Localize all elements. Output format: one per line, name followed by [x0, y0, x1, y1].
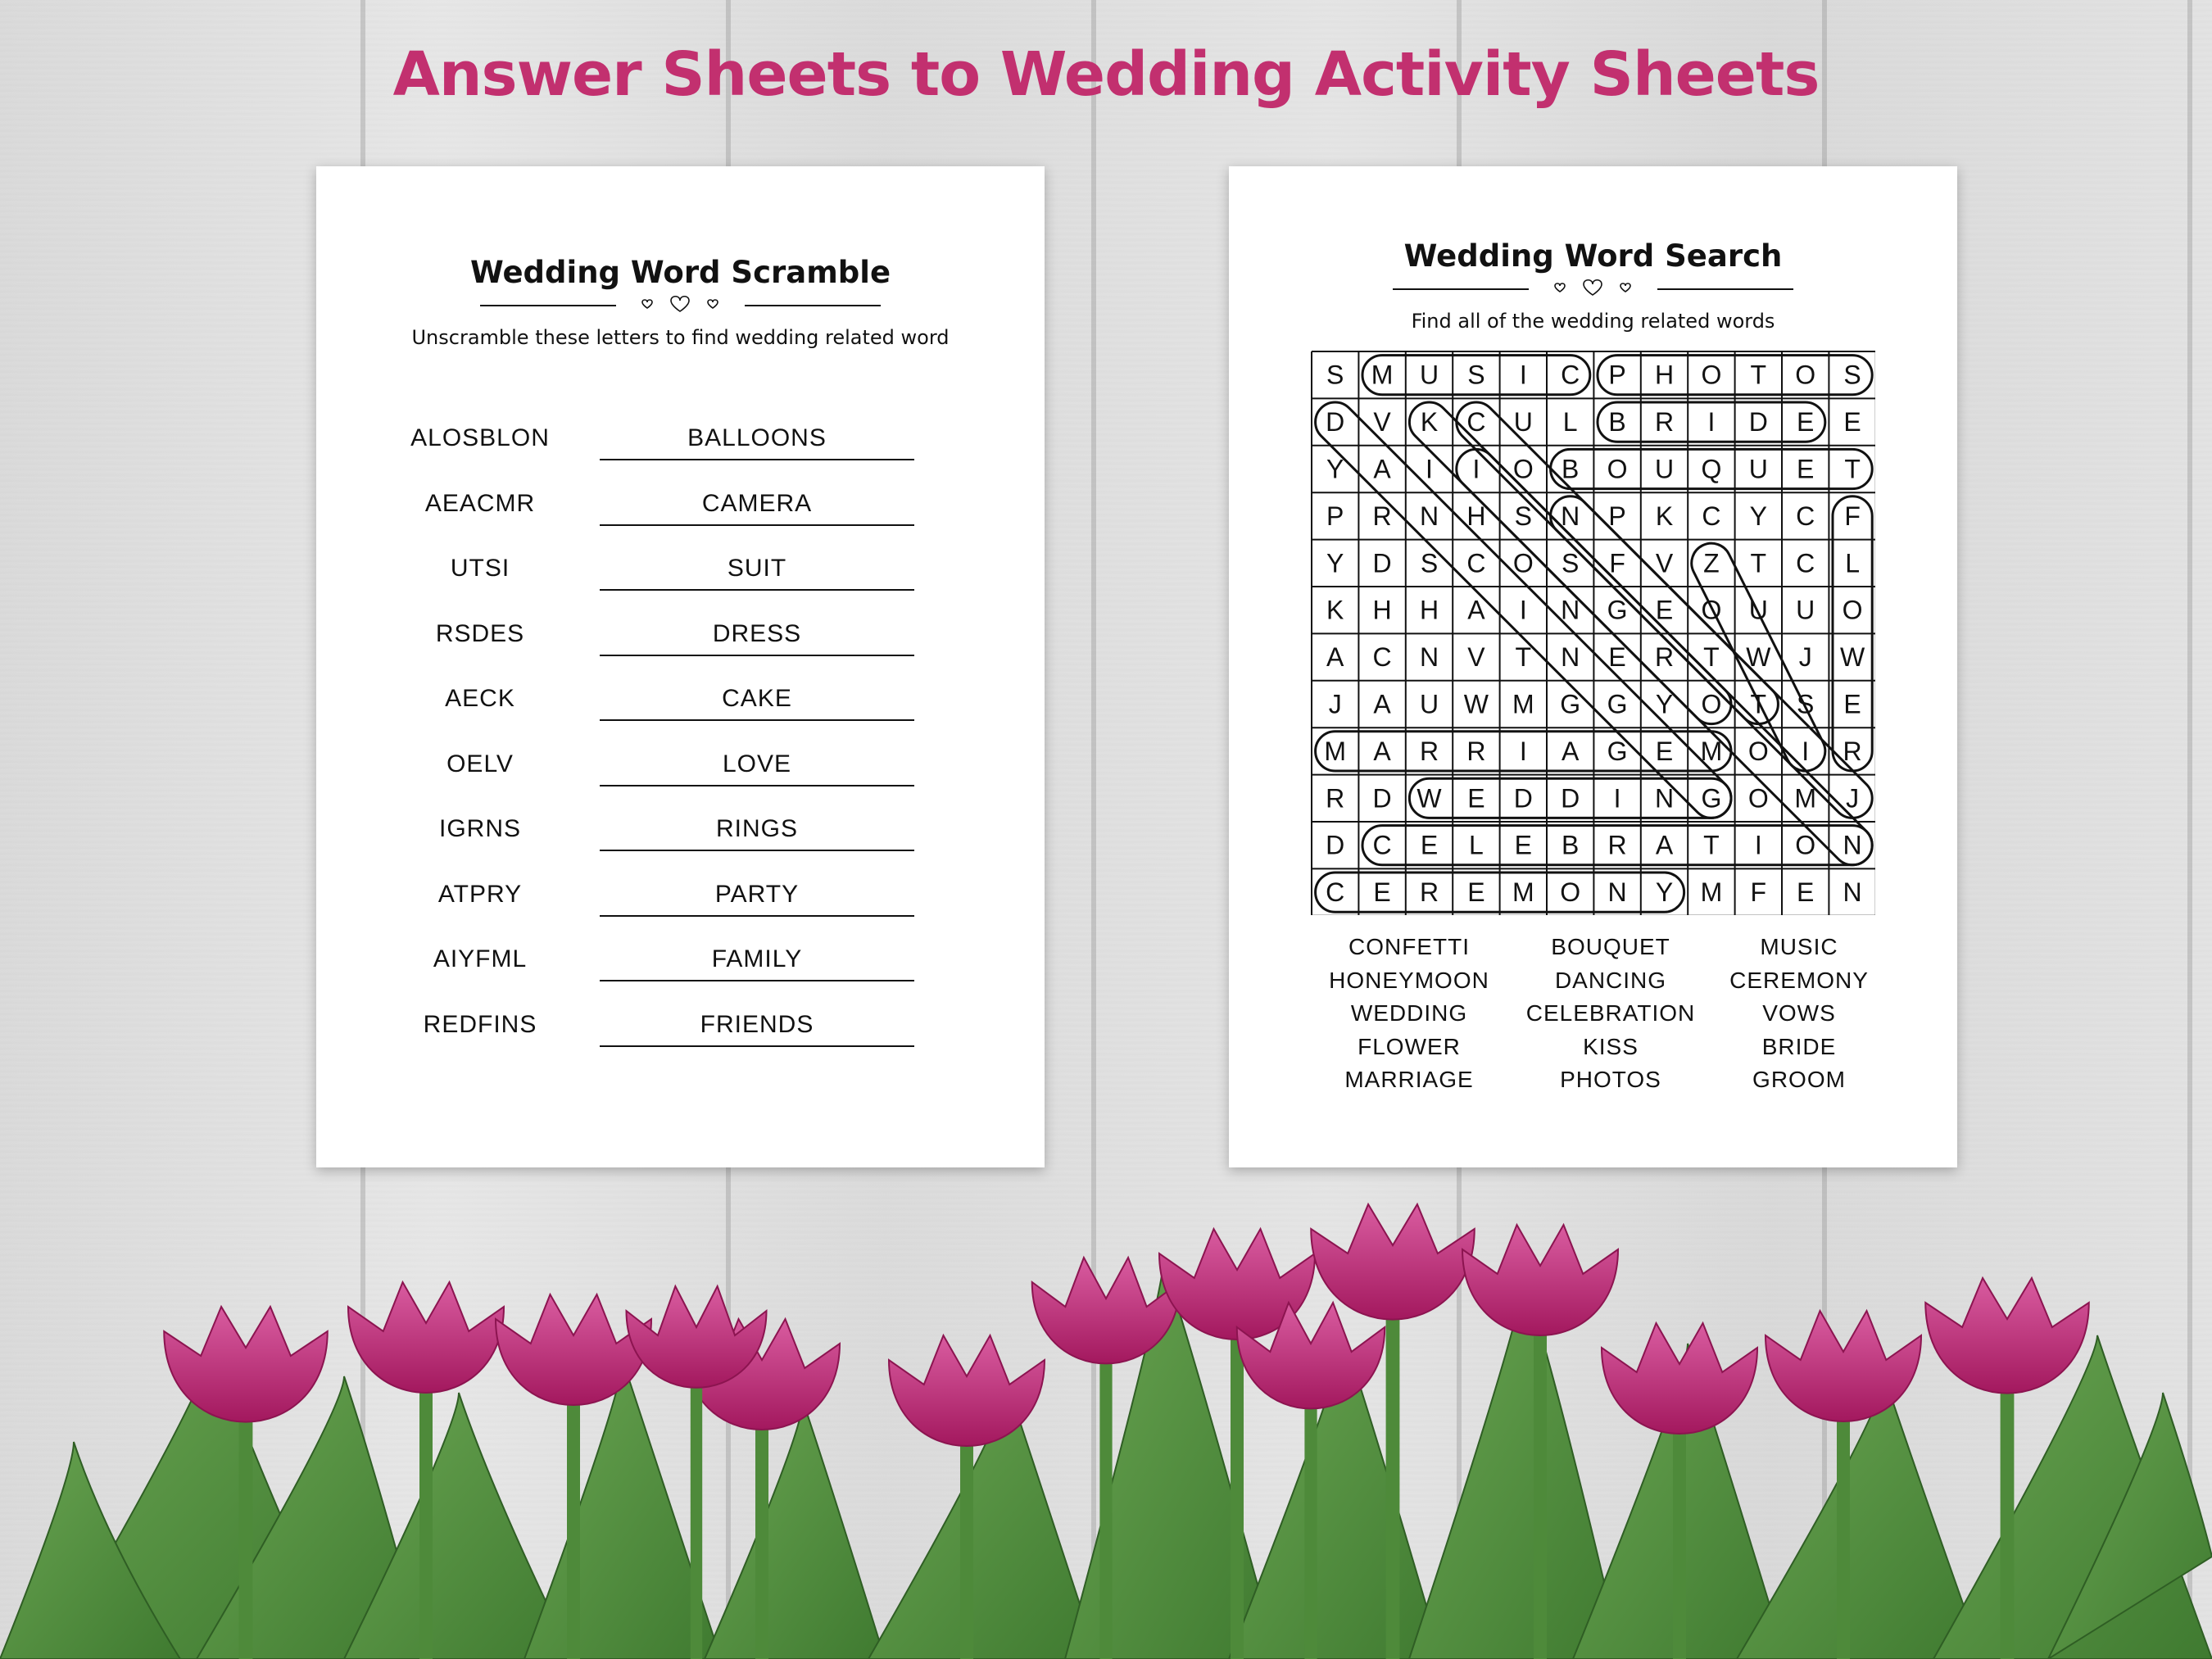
scramble-row	[316, 742, 1045, 791]
word-column	[1697, 931, 1902, 1097]
answer-word: SUIT	[727, 555, 787, 582]
grid-letter: G	[1607, 736, 1628, 766]
word-item: KISS	[1583, 1033, 1639, 1059]
tulip-stem	[2001, 1372, 2015, 1659]
grid-letter: B	[1608, 407, 1626, 437]
grid-letter: I	[1426, 454, 1433, 484]
word-item: WEDDING	[1350, 1000, 1468, 1026]
grid-letter: C	[1702, 501, 1721, 531]
answer-word: DRESS	[712, 619, 802, 647]
grid-letter: Y	[1326, 548, 1344, 578]
grid-letter: R	[1607, 830, 1627, 860]
grid-letter: N	[1607, 877, 1627, 908]
page-title: Answer Sheets to Wedding Activity Sheets	[392, 39, 1820, 110]
grid-letter: O	[1512, 454, 1534, 484]
grid-letter: F	[1609, 548, 1625, 578]
grid-letter: S	[1420, 548, 1439, 578]
scrambled-word: ALOSBLON	[410, 424, 550, 451]
grid-letter: S	[1467, 360, 1485, 390]
grid-letter: W	[1463, 689, 1489, 719]
grid-letter: D	[1748, 407, 1768, 437]
grid-letter: T	[1750, 548, 1767, 578]
grid-letter: Y	[1655, 877, 1674, 908]
tulip-stem	[567, 1385, 580, 1659]
tulip-head	[1925, 1278, 2089, 1394]
grid-letter: E	[1514, 830, 1532, 860]
tulip-stem	[239, 1401, 253, 1659]
grid-letter: T	[1703, 642, 1720, 673]
tulip-stem	[1304, 1389, 1317, 1659]
scrambled-word: IGRNS	[438, 815, 521, 842]
grid-letter: L	[1562, 407, 1578, 437]
grid-letter: S	[1514, 501, 1532, 531]
tulip-stem	[1099, 1344, 1112, 1659]
grid-letter: R	[1419, 736, 1439, 766]
grid-letter: O	[1701, 595, 1722, 625]
grid-letter: S	[1326, 360, 1344, 390]
scramble-row	[316, 677, 1045, 726]
grid-letter: R	[1419, 877, 1439, 908]
grid-letter: R	[1372, 501, 1392, 531]
grid-letter: I	[1613, 783, 1621, 814]
grid-letter: E	[1467, 877, 1485, 908]
word-item: MUSIC	[1760, 934, 1838, 959]
grid-letter: J	[1798, 642, 1812, 673]
tulip-head	[1602, 1323, 1757, 1434]
grid-letter: M	[1324, 736, 1347, 766]
grid-letter: R	[1654, 642, 1675, 673]
scramble-heart-divider	[316, 293, 1045, 318]
tulip-stem	[755, 1409, 768, 1659]
word-item: FLOWER	[1358, 1033, 1461, 1059]
scramble-row	[316, 1003, 1045, 1052]
grid-letter: S	[1797, 689, 1815, 719]
grid-letter: O	[1607, 454, 1628, 484]
answer-line	[600, 589, 914, 591]
scrambled-word: AIYFML	[433, 945, 528, 972]
answer-line	[600, 524, 914, 526]
grid-letter: T	[1703, 830, 1720, 860]
grid-letter: J	[1328, 689, 1342, 719]
tulip-head	[1462, 1225, 1618, 1335]
grid-letter: S	[1843, 360, 1861, 390]
grid-letter: D	[1326, 407, 1345, 437]
grid-letter: N	[1561, 595, 1580, 625]
grid-letter: E	[1797, 407, 1815, 437]
grid-letter: T	[1515, 642, 1532, 673]
answer-line	[600, 980, 914, 981]
scramble-title: Wedding Word Scramble	[469, 255, 891, 290]
tulip-stem	[1386, 1299, 1400, 1659]
grid-letter: E	[1655, 736, 1674, 766]
grid-letter: J	[1846, 783, 1860, 814]
grid-letter: M	[1512, 877, 1534, 908]
grid-letter: V	[1467, 642, 1485, 673]
word-item: PHOTOS	[1560, 1067, 1661, 1092]
grid-letter: O	[1560, 877, 1581, 908]
tulip-stem	[691, 1369, 702, 1659]
grid-letter: I	[1472, 454, 1480, 484]
word-search-grid	[1311, 351, 1875, 915]
grid-letter: N	[1419, 642, 1439, 673]
grid-letter: W	[1746, 642, 1771, 673]
tulip-stem	[419, 1372, 433, 1659]
answer-line	[600, 785, 914, 786]
grid-letter: K	[1420, 407, 1439, 437]
grid-letter: I	[1754, 830, 1762, 860]
grid-letter: E	[1797, 454, 1815, 484]
word-item: CEREMONY	[1729, 967, 1869, 993]
scrambled-word: REDFINS	[423, 1010, 537, 1038]
grid-letter: C	[1466, 407, 1486, 437]
grid-letter: O	[1795, 830, 1816, 860]
answer-line	[600, 850, 914, 851]
grid-letter: O	[1747, 783, 1769, 814]
tulips-decoration	[0, 1163, 2212, 1659]
grid-letter: C	[1561, 360, 1580, 390]
word-item: GROOM	[1752, 1067, 1846, 1092]
scramble-row	[316, 612, 1045, 661]
grid-letter: F	[1750, 877, 1767, 908]
word-scramble-sheet	[316, 166, 1045, 1167]
grid-letter: L	[1469, 830, 1484, 860]
grid-letter: C	[1466, 548, 1486, 578]
answer-word: CAKE	[722, 685, 792, 712]
grid-letter: M	[1794, 783, 1817, 814]
grid-letter: U	[1796, 595, 1815, 625]
grid-letter: O	[1842, 595, 1863, 625]
grid-letter: E	[1797, 877, 1815, 908]
grid-letter: A	[1373, 736, 1391, 766]
grid-letter: M	[1700, 877, 1723, 908]
scramble-subtitle: Unscramble these letters to find wedding related word	[411, 326, 950, 349]
answer-word: LOVE	[722, 750, 792, 777]
grid-letter: N	[1561, 642, 1580, 673]
grid-letter: I	[1707, 407, 1716, 437]
tulip-stem	[1534, 1315, 1547, 1659]
grid-letter: I	[1519, 736, 1527, 766]
grid-letter: A	[1655, 830, 1674, 860]
grid-letter: B	[1562, 454, 1580, 484]
grid-letter: T	[1844, 454, 1861, 484]
word-item: DANCING	[1554, 967, 1667, 993]
grid-letter: U	[1513, 407, 1533, 437]
grid-letter: E	[1608, 642, 1626, 673]
word-search-sheet	[1229, 166, 1957, 1167]
grid-letter: G	[1701, 783, 1722, 814]
grid-letter: H	[1372, 595, 1392, 625]
grid-letter: M	[1700, 736, 1723, 766]
grid-letter: A	[1562, 736, 1580, 766]
scrambled-word: AEACMR	[424, 489, 536, 517]
tulip-stem	[1837, 1401, 1850, 1659]
grid-letter: G	[1607, 689, 1628, 719]
scrambled-word: AECK	[445, 685, 515, 712]
word-item: BOUQUET	[1551, 934, 1670, 959]
grid-letter: B	[1562, 830, 1580, 860]
grid-letter: A	[1373, 689, 1391, 719]
scrambled-word: RSDES	[435, 619, 525, 647]
grid-letter: T	[1750, 689, 1767, 719]
grid-letter: M	[1512, 689, 1534, 719]
answer-word: RINGS	[715, 815, 798, 842]
word-column	[1307, 931, 1512, 1097]
grid-letter: N	[1561, 501, 1580, 531]
grid-letter: O	[1747, 736, 1769, 766]
grid-letter: M	[1371, 360, 1394, 390]
grid-letter: O	[1701, 689, 1722, 719]
grid-letter: D	[1326, 830, 1345, 860]
grid-letter: D	[1372, 783, 1392, 814]
word-item: VOWS	[1762, 1000, 1836, 1026]
grid-letter: Q	[1701, 454, 1722, 484]
grid-letter: I	[1519, 360, 1527, 390]
answer-word: CAMERA	[701, 489, 813, 517]
word-column	[1508, 931, 1713, 1097]
tulip-stem	[960, 1426, 973, 1659]
grid-letter: E	[1373, 877, 1391, 908]
tulip-leaf	[1409, 1278, 1622, 1659]
grid-letter: O	[1512, 548, 1534, 578]
grid-letter: Z	[1703, 548, 1720, 578]
tulip-head	[1766, 1311, 1921, 1421]
grid-letter: D	[1561, 783, 1580, 814]
grid-letter: G	[1560, 689, 1581, 719]
grid-letter: H	[1419, 595, 1439, 625]
grid-letter: C	[1326, 877, 1345, 908]
grid-letter: H	[1466, 501, 1486, 531]
grid-letter: R	[1466, 736, 1486, 766]
search-heart-divider	[1229, 277, 1957, 301]
grid-letter: U	[1419, 689, 1439, 719]
grid-letter: D	[1372, 548, 1392, 578]
grid-letter: P	[1608, 360, 1626, 390]
scramble-row	[316, 807, 1045, 856]
grid-letter: H	[1654, 360, 1675, 390]
grid-letter: F	[1844, 501, 1861, 531]
grid-letter: K	[1655, 501, 1674, 531]
grid-letter: T	[1750, 360, 1767, 390]
grid-letter: U	[1654, 454, 1675, 484]
answer-word: FAMILY	[711, 945, 803, 972]
grid-letter: R	[1654, 407, 1675, 437]
grid-letter: U	[1419, 360, 1439, 390]
grid-letter: E	[1467, 783, 1485, 814]
scrambled-word: OELV	[446, 750, 514, 777]
tulip-head	[1311, 1204, 1475, 1320]
tulip-stem	[1673, 1413, 1686, 1659]
grid-letter: I	[1802, 736, 1810, 766]
search-subtitle: Find all of the wedding related words	[1411, 310, 1775, 333]
scramble-row	[316, 546, 1045, 596]
grid-letter: N	[1843, 877, 1862, 908]
word-item: HONEYMOON	[1329, 967, 1489, 993]
answer-word: BALLOONS	[687, 424, 827, 451]
grid-letter: L	[1845, 548, 1860, 578]
tulip-stem	[1231, 1319, 1244, 1659]
grid-letter: D	[1513, 783, 1533, 814]
grid-letter: S	[1562, 548, 1580, 578]
grid-letter: R	[1326, 783, 1345, 814]
grid-letter: O	[1701, 360, 1722, 390]
grid-letter: W	[1416, 783, 1442, 814]
grid-letter: C	[1372, 830, 1392, 860]
grid-letter: A	[1373, 454, 1391, 484]
grid-letter: A	[1326, 642, 1344, 673]
answer-line	[600, 1045, 914, 1047]
grid-letter: N	[1419, 501, 1439, 531]
grid-letter: W	[1839, 642, 1865, 673]
grid-letter: C	[1372, 642, 1392, 673]
grid-letter: O	[1795, 360, 1816, 390]
grid-letter: E	[1843, 689, 1861, 719]
scramble-row	[316, 873, 1045, 922]
grid-letter: Y	[1655, 689, 1674, 719]
grid-letter: Y	[1326, 454, 1344, 484]
answer-line	[600, 459, 914, 460]
answer-line	[600, 655, 914, 656]
grid-letter: U	[1748, 595, 1768, 625]
answer-line	[600, 915, 914, 917]
answer-word: PARTY	[714, 880, 800, 908]
word-item: MARRIAGE	[1344, 1067, 1474, 1092]
grid-letter: I	[1519, 595, 1527, 625]
grid-letter: E	[1843, 407, 1861, 437]
grid-letter: N	[1843, 830, 1862, 860]
scramble-row	[316, 416, 1045, 465]
grid-letter: E	[1655, 595, 1674, 625]
grid-letter: C	[1796, 548, 1815, 578]
answer-line	[600, 719, 914, 721]
scramble-row	[316, 482, 1045, 531]
grid-letter: V	[1655, 548, 1674, 578]
word-item: CONFETTI	[1349, 934, 1470, 959]
answer-word: FRIENDS	[700, 1010, 814, 1038]
grid-letter: P	[1326, 501, 1344, 531]
tulip-leaf	[705, 1401, 885, 1659]
grid-letter: N	[1654, 783, 1675, 814]
grid-letter: R	[1843, 736, 1862, 766]
search-title: Wedding Word Search	[1403, 238, 1783, 274]
grid-letter: Y	[1749, 501, 1767, 531]
grid-letter: A	[1467, 595, 1485, 625]
scrambled-word: UTSI	[450, 555, 510, 582]
word-item: BRIDE	[1761, 1033, 1837, 1059]
grid-letter: K	[1326, 595, 1344, 625]
scramble-row	[316, 937, 1045, 986]
word-item: CELEBRATION	[1525, 1000, 1696, 1026]
grid-letter: V	[1373, 407, 1391, 437]
tulip-head	[348, 1282, 504, 1393]
grid-letter: P	[1608, 501, 1626, 531]
grid-letter: U	[1748, 454, 1768, 484]
scrambled-word: ATPRY	[437, 880, 523, 908]
grid-letter: C	[1796, 501, 1815, 531]
grid-letter: G	[1607, 595, 1628, 625]
grid-letter: E	[1420, 830, 1439, 860]
